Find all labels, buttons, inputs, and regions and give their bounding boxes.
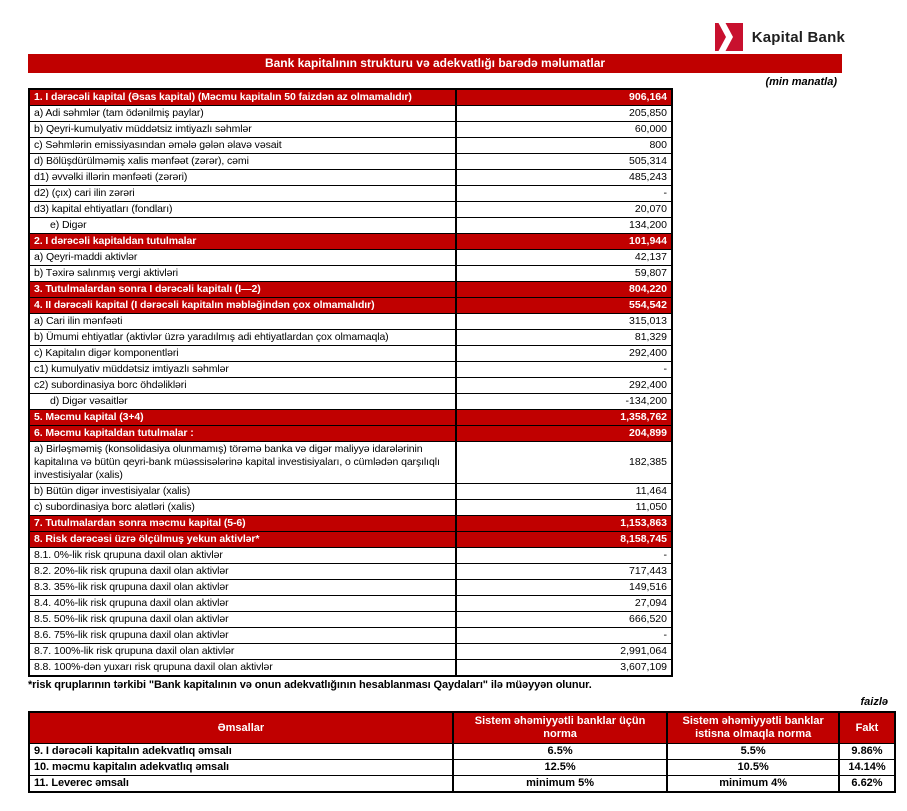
table-row bbox=[29, 250, 672, 266]
row-label: b) Təxirə salınmış vergi aktivləri bbox=[29, 266, 456, 282]
table-row bbox=[29, 644, 672, 660]
row-value: 11,464 bbox=[456, 484, 672, 500]
row-value: 8,158,745 bbox=[456, 532, 672, 548]
row-value: - bbox=[456, 362, 672, 378]
row-label: 8.4. 40%-lik risk qrupuna daxil olan aktivlər bbox=[29, 596, 456, 612]
row-value: - bbox=[456, 186, 672, 202]
row-value: 717,443 bbox=[456, 564, 672, 580]
row-value: 804,220 bbox=[456, 282, 672, 298]
row-cell: 5.5% bbox=[667, 744, 839, 760]
table-row bbox=[29, 234, 672, 250]
table-row bbox=[29, 330, 672, 346]
row-value: 20,070 bbox=[456, 202, 672, 218]
row-value: 205,850 bbox=[456, 106, 672, 122]
row-label: a) Birləşməmiş (konsolidasiya olunmamış) törəmə banka və digər maliyyə idarələrinin kapitalına və bütün qeyri-bank müəssisələrinə kapital investisiyaları, o cümlədən qarşılıqlı investisiyalar (xalis) bbox=[29, 442, 456, 484]
row-value: 2,991,064 bbox=[456, 644, 672, 660]
table-row bbox=[29, 442, 672, 484]
row-label: c1) kumulyativ müddətsiz imtiyazlı səhmlər bbox=[29, 362, 456, 378]
row-label: a) Qeyri-maddi aktivlər bbox=[29, 250, 456, 266]
table-row bbox=[29, 564, 672, 580]
row-label: d3) kapital ehtiyatları (fondları) bbox=[29, 202, 456, 218]
row-label: 3. Tutulmalardan sonra I dərəcəli kapitalı (I—2) bbox=[29, 282, 456, 298]
row-label: d1) əvvəlki illərin mənfəəti (zərəri) bbox=[29, 170, 456, 186]
row-value: 3,607,109 bbox=[456, 660, 672, 677]
row-value: 666,520 bbox=[456, 612, 672, 628]
row-label: 5. Məcmu kapital (3+4) bbox=[29, 410, 456, 426]
row-label: c) Kapitalın digər komponentləri bbox=[29, 346, 456, 362]
row-value: - bbox=[456, 548, 672, 564]
row-value: 60,000 bbox=[456, 122, 672, 138]
row-cell: 6.5% bbox=[453, 744, 668, 760]
kapital-bank-logo bbox=[715, 23, 845, 51]
row-cell: 10.5% bbox=[667, 760, 839, 776]
percent-note: faizlə bbox=[860, 696, 888, 708]
table-row bbox=[29, 362, 672, 378]
row-label: d) Bölüşdürülməmiş xalis mənfəət (zərər), cəmi bbox=[29, 154, 456, 170]
row-value: 149,516 bbox=[456, 580, 672, 596]
row-label: c2) subordinasiya borc öhdəlikləri bbox=[29, 378, 456, 394]
table-row bbox=[29, 516, 672, 532]
table-row bbox=[29, 596, 672, 612]
row-label: d) Digər vəsaitlər bbox=[29, 394, 456, 410]
report-title-banner: Bank kapitalının strukturu və adekvatlığı barədə məlumatlar bbox=[28, 54, 842, 73]
table-row bbox=[29, 202, 672, 218]
unit-note: (min manatla) bbox=[765, 76, 837, 88]
row-value: 800 bbox=[456, 138, 672, 154]
row-label: 8.1. 0%-lik risk qrupuna daxil olan aktivlər bbox=[29, 548, 456, 564]
row-value: 485,243 bbox=[456, 170, 672, 186]
row-label: 8.6. 75%-lik risk qrupuna daxil olan aktivlər bbox=[29, 628, 456, 644]
table-row bbox=[29, 266, 672, 282]
table-row bbox=[29, 500, 672, 516]
row-value: 906,164 bbox=[456, 89, 672, 106]
ratio-table-header-row bbox=[29, 712, 895, 744]
table-row bbox=[29, 218, 672, 234]
row-label: 8.2. 20%-lik risk qrupuna daxil olan aktivlər bbox=[29, 564, 456, 580]
row-cell: 6.62% bbox=[839, 776, 895, 793]
row-label: 8.3. 35%-lik risk qrupuna daxil olan aktivlər bbox=[29, 580, 456, 596]
column-header: Sistem əhəmiyyətli banklar üçün norma bbox=[453, 712, 668, 744]
row-value: 27,094 bbox=[456, 596, 672, 612]
table-row bbox=[29, 298, 672, 314]
table-row bbox=[29, 580, 672, 596]
table-row bbox=[29, 394, 672, 410]
table-row bbox=[29, 106, 672, 122]
table-row bbox=[29, 314, 672, 330]
row-value: - bbox=[456, 628, 672, 644]
adequacy-ratios-table bbox=[28, 711, 896, 793]
table-row bbox=[29, 346, 672, 362]
row-value: 42,137 bbox=[456, 250, 672, 266]
table-row bbox=[29, 138, 672, 154]
row-label: 4. II dərəcəli kapital (I dərəcəli kapitalın məbləğindən çox olmamalıdır) bbox=[29, 298, 456, 314]
row-value: 505,314 bbox=[456, 154, 672, 170]
table-row bbox=[29, 186, 672, 202]
row-cell: 9. I dərəcəli kapitalın adekvatlıq əmsalı bbox=[29, 744, 453, 760]
row-cell: minimum 4% bbox=[667, 776, 839, 793]
row-label: 1. I dərəcəli kapital (Əsas kapital) (Məcmu kapitalın 50 faizdən az olmamalıdır) bbox=[29, 89, 456, 106]
kapital-bank-logo-icon bbox=[715, 23, 743, 51]
table-row bbox=[29, 154, 672, 170]
row-cell: minimum 5% bbox=[453, 776, 668, 793]
row-label: a) Adi səhmlər (tam ödənilmiş paylar) bbox=[29, 106, 456, 122]
row-value: 315,013 bbox=[456, 314, 672, 330]
row-label: b) Ümumi ehtiyatlar (aktivlər üzrə yaradılmış adi ehtiyatlardan çox olmamaqla) bbox=[29, 330, 456, 346]
capital-structure-table bbox=[28, 88, 673, 677]
table-row bbox=[29, 548, 672, 564]
row-label: b) Qeyri-kumulyativ müddətsiz imtiyazlı səhmlər bbox=[29, 122, 456, 138]
brand-name: Kapital Bank bbox=[751, 28, 845, 46]
table-row bbox=[29, 426, 672, 442]
row-label: e) Digər bbox=[29, 218, 456, 234]
row-value: 1,153,863 bbox=[456, 516, 672, 532]
row-value: 204,899 bbox=[456, 426, 672, 442]
row-value: 554,542 bbox=[456, 298, 672, 314]
row-label: 2. I dərəcəli kapitaldan tutulmalar bbox=[29, 234, 456, 250]
row-value: 81,329 bbox=[456, 330, 672, 346]
table-row bbox=[29, 122, 672, 138]
table-row bbox=[29, 776, 895, 793]
table-row bbox=[29, 282, 672, 298]
table-row bbox=[29, 378, 672, 394]
row-label: 8.5. 50%-lik risk qrupuna daxil olan aktivlər bbox=[29, 612, 456, 628]
row-value: 292,400 bbox=[456, 378, 672, 394]
row-label: 8.8. 100%-dən yuxarı risk qrupuna daxil olan aktivlər bbox=[29, 660, 456, 677]
row-label: d2) (çıx) cari ilin zərəri bbox=[29, 186, 456, 202]
table-row bbox=[29, 628, 672, 644]
table-row bbox=[29, 660, 672, 677]
row-value: 182,385 bbox=[456, 442, 672, 484]
row-label: c) Səhmlərin emissiyasından əmələ gələn əlavə vəsait bbox=[29, 138, 456, 154]
table-row bbox=[29, 89, 672, 106]
row-value: 1,358,762 bbox=[456, 410, 672, 426]
row-cell: 10. məcmu kapitalın adekvatlıq əmsalı bbox=[29, 760, 453, 776]
row-cell: 11. Leverec əmsalı bbox=[29, 776, 453, 793]
capital-table-body bbox=[29, 89, 672, 676]
row-label: a) Cari ilin mənfəəti bbox=[29, 314, 456, 330]
row-value: 11,050 bbox=[456, 500, 672, 516]
table-row bbox=[29, 744, 895, 760]
ratio-table-body bbox=[29, 744, 895, 793]
row-label: 7. Tutulmalardan sonra məcmu kapital (5-6) bbox=[29, 516, 456, 532]
row-value: 59,807 bbox=[456, 266, 672, 282]
table-row bbox=[29, 484, 672, 500]
risk-group-footnote: *risk qruplarının tərkibi "Bank kapitalının və onun adekvatlığının hesablanması Qaydaları" ilə müəyyən olunur. bbox=[28, 679, 592, 691]
row-value: -134,200 bbox=[456, 394, 672, 410]
table-row bbox=[29, 760, 895, 776]
column-header: Sistem əhəmiyyətli banklar istisna olmaqla norma bbox=[667, 712, 839, 744]
table-row bbox=[29, 410, 672, 426]
row-value: 134,200 bbox=[456, 218, 672, 234]
row-cell: 14.14% bbox=[839, 760, 895, 776]
table-row bbox=[29, 170, 672, 186]
row-value: 101,944 bbox=[456, 234, 672, 250]
column-header: Əmsallar bbox=[29, 712, 453, 744]
table-row bbox=[29, 612, 672, 628]
row-label: c) subordinasiya borc alətləri (xalis) bbox=[29, 500, 456, 516]
row-label: 8.7. 100%-lik risk qrupuna daxil olan aktivlər bbox=[29, 644, 456, 660]
row-label: 6. Məcmu kapitaldan tutulmalar : bbox=[29, 426, 456, 442]
row-cell: 12.5% bbox=[453, 760, 668, 776]
row-label: 8. Risk dərəcəsi üzrə ölçülmuş yekun aktivlər* bbox=[29, 532, 456, 548]
row-label: b) Bütün digər investisiyalar (xalis) bbox=[29, 484, 456, 500]
row-value: 292,400 bbox=[456, 346, 672, 362]
row-cell: 9.86% bbox=[839, 744, 895, 760]
column-header: Fakt bbox=[839, 712, 895, 744]
table-row bbox=[29, 532, 672, 548]
